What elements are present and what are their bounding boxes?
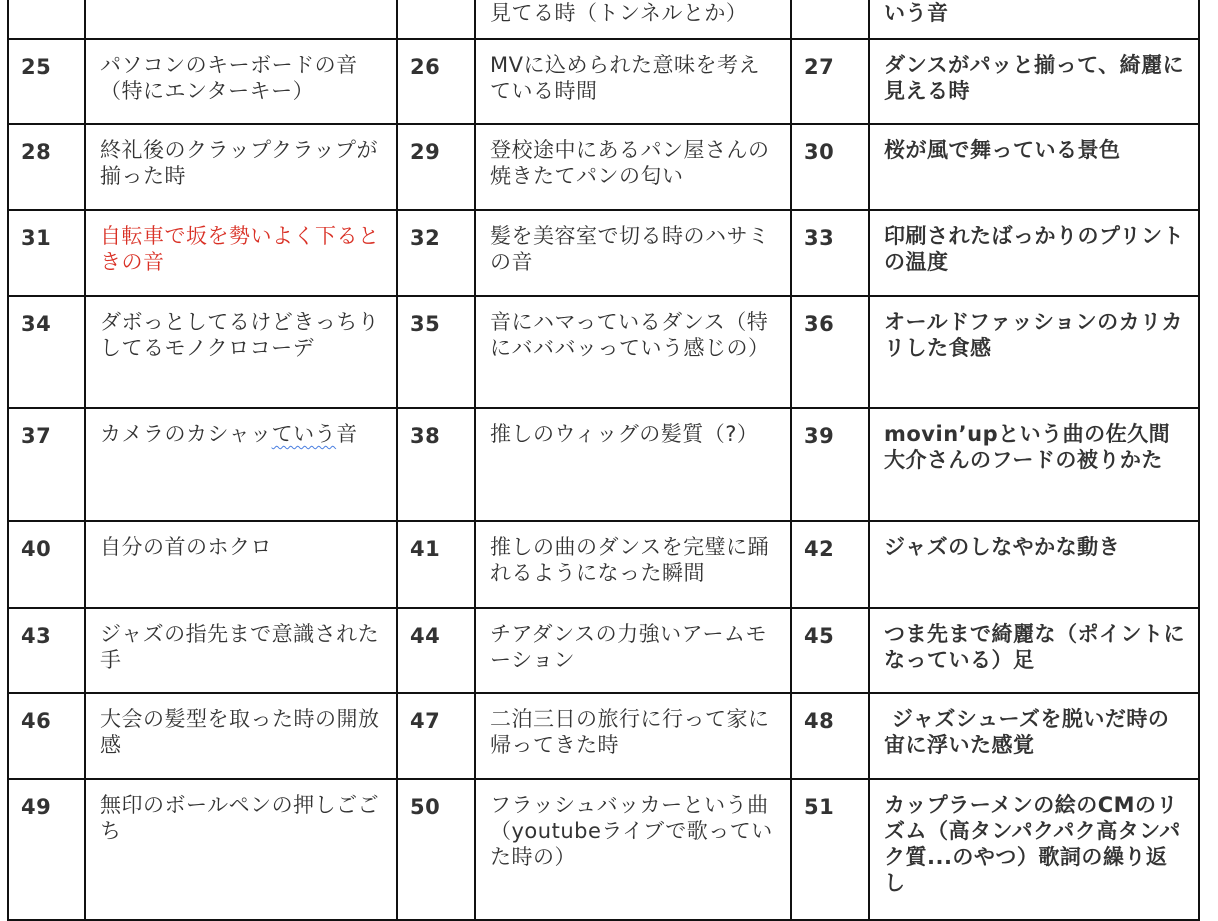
cell-number[interactable]: 41 <box>397 521 475 608</box>
cell-number[interactable]: 49 <box>8 779 85 920</box>
cell-number[interactable]: 51 <box>791 779 869 920</box>
cell-text[interactable]: カメラのカシャッていう音 <box>85 408 397 521</box>
cell-text[interactable] <box>85 0 397 39</box>
cell-text[interactable]: 大会の髪型を取った時の開放感 <box>85 693 397 779</box>
cell-text[interactable]: ジャズのしなやかな動き <box>869 521 1199 608</box>
cell-text[interactable]: 髪を美容室で切る時のハサミの音 <box>475 210 791 296</box>
table-row <box>8 693 1199 779</box>
cell-number[interactable] <box>397 0 475 39</box>
cell-number[interactable]: 43 <box>8 608 85 693</box>
table-row <box>8 408 1199 521</box>
cell-text[interactable]: チアダンスの力強いアームモーション <box>475 608 791 693</box>
cell-text[interactable]: カップラーメンの絵のCMのリズム（高タンパクパク高タンパク質...のやつ）歌詞の繰り返し <box>869 779 1199 920</box>
cell-number[interactable]: 33 <box>791 210 869 296</box>
cell-number[interactable] <box>791 0 869 39</box>
cell-number[interactable]: 36 <box>791 296 869 408</box>
cell-text[interactable]: オールドファッションのカリカリした食感 <box>869 296 1199 408</box>
cell-number[interactable]: 46 <box>8 693 85 779</box>
table-row <box>8 0 1199 39</box>
cell-text[interactable]: ダンスがパッと揃って、綺麗に見える時 <box>869 39 1199 124</box>
cell-text[interactable]: つま先まで綺麗な（ポイントになっている）足 <box>869 608 1199 693</box>
cell-number[interactable]: 31 <box>8 210 85 296</box>
cell-text[interactable]: 推しのウィッグの髪質（?） <box>475 408 791 521</box>
cell-text[interactable]: ダボっとしてるけどきっちりしてるモノクロコーデ <box>85 296 397 408</box>
cell-text[interactable]: 桜が風で舞っている景色 <box>869 124 1199 210</box>
cell-text[interactable]: パソコンのキーボードの音（特にエンターキー） <box>85 39 397 124</box>
cell-text[interactable]: ジャズの指先まで意識された手 <box>85 608 397 693</box>
cell-text[interactable]: 推しの曲のダンスを完璧に踊れるようになった瞬間 <box>475 521 791 608</box>
cell-text[interactable]: 自分の首のホクロ <box>85 521 397 608</box>
cell-number[interactable]: 44 <box>397 608 475 693</box>
table-row <box>8 296 1199 408</box>
cell-text[interactable]: 無印のボールペンの押しごごち <box>85 779 397 920</box>
cell-number[interactable]: 38 <box>397 408 475 521</box>
cell-number[interactable]: 27 <box>791 39 869 124</box>
cell-text[interactable]: 終礼後のクラップクラップが揃った時 <box>85 124 397 210</box>
cell-text[interactable]: 登校途中にあるパン屋さんの焼きたてパンの匂い <box>475 124 791 210</box>
cell-number[interactable]: 47 <box>397 693 475 779</box>
cell-number[interactable]: 48 <box>791 693 869 779</box>
cell-number[interactable]: 39 <box>791 408 869 521</box>
document-table <box>7 0 1200 921</box>
cell-number[interactable]: 34 <box>8 296 85 408</box>
cell-number[interactable]: 28 <box>8 124 85 210</box>
spellcheck-underline[interactable]: ていう <box>271 422 337 446</box>
cell-number[interactable]: 37 <box>8 408 85 521</box>
cell-text[interactable]: いう音 <box>869 0 1199 39</box>
cell-number[interactable]: 45 <box>791 608 869 693</box>
cell-text[interactable]: フラッシュバッカーという曲（youtubeライブで歌っていた時の） <box>475 779 791 920</box>
cell-number[interactable]: 29 <box>397 124 475 210</box>
cell-number[interactable]: 35 <box>397 296 475 408</box>
cell-number[interactable]: 25 <box>8 39 85 124</box>
cell-text[interactable]: MVに込められた意味を考えている時間 <box>475 39 791 124</box>
table-row <box>8 521 1199 608</box>
cell-number[interactable]: 32 <box>397 210 475 296</box>
table-row <box>8 779 1199 920</box>
cell-text[interactable]: 音にハマっているダンス（特にバババッっていう感じの） <box>475 296 791 408</box>
cell-text[interactable]: 二泊三日の旅行に行って家に帰ってきた時 <box>475 693 791 779</box>
cell-text[interactable]: 印刷されたばっかりのプリントの温度 <box>869 210 1199 296</box>
table-row <box>8 608 1199 693</box>
cell-text[interactable] <box>85 210 397 296</box>
cell-number[interactable]: 50 <box>397 779 475 920</box>
cell-number[interactable]: 26 <box>397 39 475 124</box>
cell-text[interactable]: movin’upという曲の佐久間大介さんのフードの被りかた <box>869 408 1199 521</box>
cell-number[interactable] <box>8 0 85 39</box>
cell-number[interactable]: 42 <box>791 521 869 608</box>
table-row <box>8 210 1199 296</box>
table-row <box>8 124 1199 210</box>
table-row <box>8 39 1199 124</box>
cell-text[interactable]: ジャズシューズを脱いだ時の宙に浮いた感覚 <box>869 693 1199 779</box>
highlighted-red-text: 自転車で坂を勢いよく下るときの音 <box>100 224 380 274</box>
cell-number[interactable]: 40 <box>8 521 85 608</box>
document-table-container <box>7 0 1200 921</box>
cell-number[interactable]: 30 <box>791 124 869 210</box>
cell-text[interactable]: 見てる時（トンネルとか） <box>475 0 791 39</box>
